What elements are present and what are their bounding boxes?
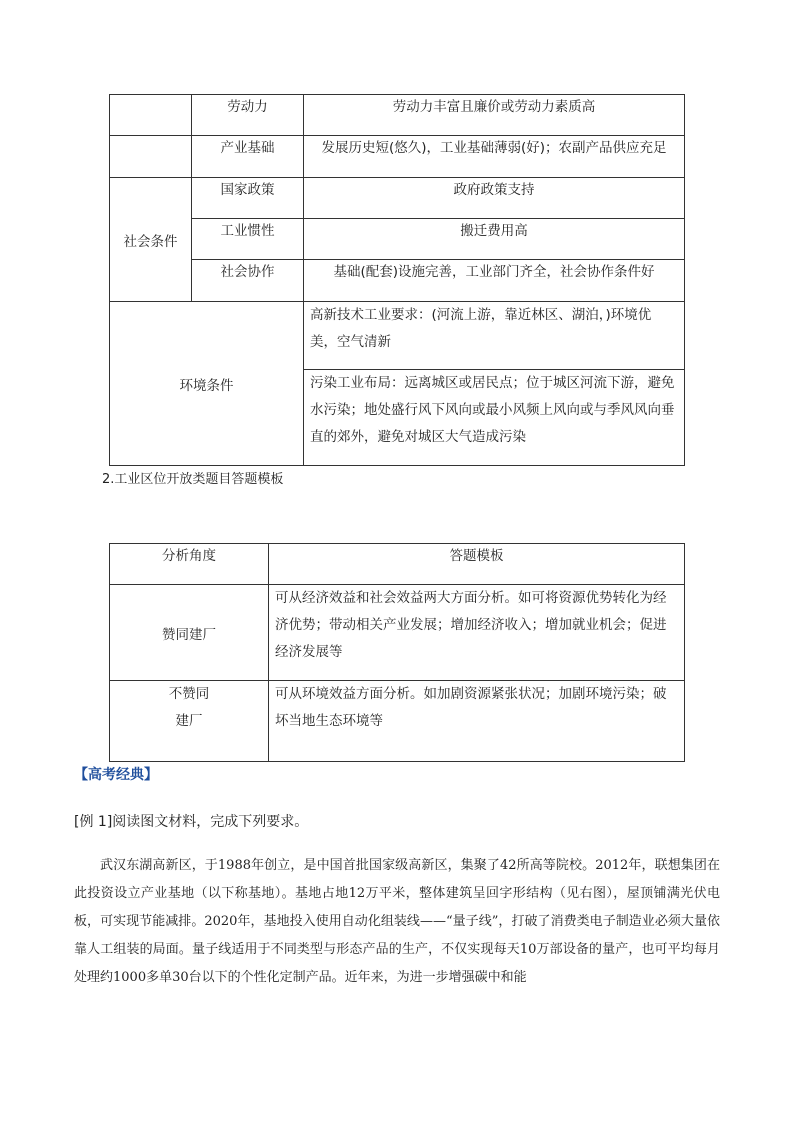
exam-classic-heading: 【高考经典】 [74,767,158,783]
example-intro: [例 1]阅读图文材料，完成下列要求。 [74,814,309,830]
blank-cell [110,95,192,136]
material-paragraph: 武汉东湖高新区，于1988年创立，是中国首批国家级高新区，集聚了42所高等院校。2012年，联想集团在此投资设立产业基地（以下称基地）。基地占地12万平米，整体建筑呈回字形结构（见右图），屋顶铺满光伏电板，可实现节能减排。2020年，基地投入使用自动化组装线——“量子线”，打破了消费类电子制造业必须大量依靠人工组装的局面。量子线适用于不同类型与形态产品的生产，不仅实现每天10万部设备的量产，也可平均每月处理约1000多单30台以下的个性化定制产品。近年来，为进一步增强碳中和能 [74,858,720,985]
blank-cell [110,136,192,178]
detail-inertia: 搬迁费用高 [304,219,685,260]
factor-inertia: 工业惯性 [192,219,304,260]
header-angle: 分析角度 [110,544,269,585]
social-conditions-label: 社会条件 [110,178,192,302]
detail-policy: 政府政策支持 [304,178,685,219]
detail-labor: 劳动力丰富且廉价或劳动力素质高 [304,95,685,136]
detail-hightech: 高新技术工业要求：(河流上游，靠近林区、湖泊，)环境优美，空气清新 [304,302,685,370]
answer-template-table [109,543,685,762]
detail-polluting: 污染工业布局：远离城区或居民点；位于城区河流下游，避免水污染；地处盛行风下风向或最小风频上风向或与季风风向垂直的郊外，避免对城区大气造成污染 [304,370,685,466]
agree-text: 可从经济效益和社会效益两大方面分析。如可将资源优势转化为经济优势；带动相关产业发展；增加经济收入；增加就业机会；促进经济发展等 [269,585,685,681]
disagree-label [110,681,269,762]
factor-cooperation: 社会协作 [192,260,304,302]
factor-industry-base: 产业基础 [192,136,304,178]
header-template: 答题模板 [269,544,685,585]
factor-labor: 劳动力 [192,95,304,136]
disagree-label-line-2: 建厂 [175,713,203,729]
factor-policy: 国家政策 [192,178,304,219]
environment-conditions-label: 环境条件 [110,302,304,466]
detail-industry-base: 发展历史短(悠久)，工业基础薄弱(好)；农副产品供应充足 [304,136,685,178]
agree-label: 赞同建厂 [110,585,269,681]
disagree-text: 可从环境效益方面分析。如加剧资源紧张状况；加剧环境污染；破坏当地生态环境等 [269,681,685,762]
location-factors-table [109,94,685,466]
disagree-label-line-1: 不赞同 [168,686,210,702]
section-title: 2.工业区位开放类题目答题模板 [102,472,284,487]
detail-cooperation: 基础(配套)设施完善，工业部门齐全，社会协作条件好 [304,260,685,302]
